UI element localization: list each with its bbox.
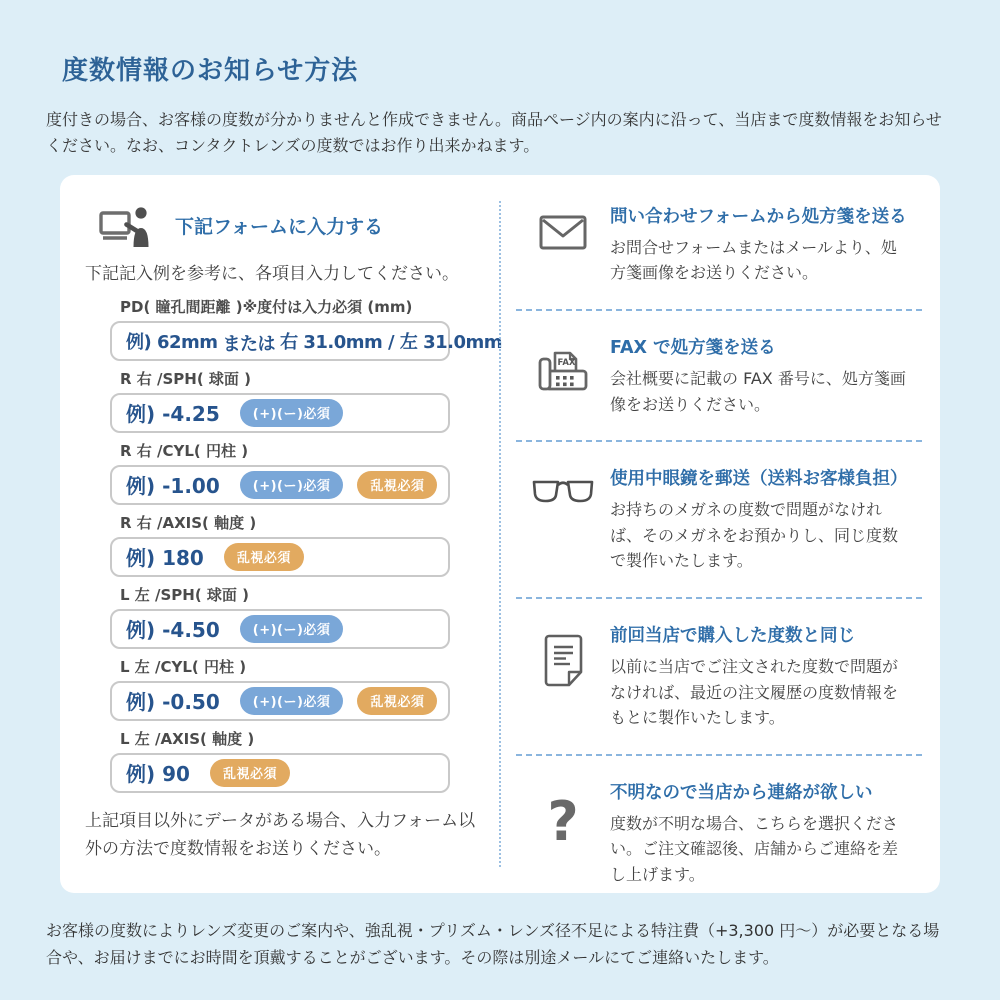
example-value-part: 例) -0.50 bbox=[126, 690, 220, 715]
field-example-value bbox=[126, 758, 196, 787]
field-label: R 右 /AXIS( 軸度 ) bbox=[120, 513, 257, 532]
field-label: L 左 /SPH( 球面 ) bbox=[120, 585, 249, 604]
example-value-part: または bbox=[222, 333, 276, 355]
envelope-icon bbox=[516, 203, 610, 286]
vertical-divider bbox=[499, 201, 501, 867]
example-value-part: 例) 180 bbox=[126, 546, 204, 571]
form-field bbox=[110, 730, 500, 793]
example-value-part: 例) -4.50 bbox=[126, 618, 220, 643]
footer-note: お客様の度数によりレンズ変更のご案内や、強乱視・プリズム・レンズ径不足による特注費（+3,300 円〜）が必要となる場合や、お届けまでにお時間を頂戴することがございます。その際は別途メールにてご連絡いたします。 bbox=[46, 920, 940, 967]
example-value-part: 例) 90 bbox=[126, 762, 190, 787]
field-label: L 左 /AXIS( 軸度 ) bbox=[120, 729, 255, 748]
field-input-box[interactable] bbox=[110, 393, 450, 433]
form-field bbox=[110, 297, 503, 361]
astigmatism-required-badge: 乱視必須 bbox=[357, 687, 437, 715]
method-item bbox=[516, 442, 922, 599]
method-title: 前回当店で購入した度数と同じ bbox=[610, 625, 855, 646]
form-section bbox=[60, 175, 503, 893]
field-example-value bbox=[126, 542, 210, 571]
form-field bbox=[110, 514, 500, 577]
intro-text: 度付きの場合、お客様の度数が分かりませんと作成できません。商品ページ内の案内に沿って、当店まで度数情報をお知らせください。なお、コンタクトレンズの度数ではお作り出来かねます。 bbox=[46, 110, 942, 155]
example-value-part: 例) -4.25 bbox=[126, 402, 220, 427]
astigmatism-required-badge: 乱視必須 bbox=[210, 759, 290, 787]
sign-required-badge: (+)(ー)必須 bbox=[240, 471, 344, 499]
method-item bbox=[516, 203, 922, 311]
field-example-value bbox=[126, 328, 507, 354]
field-badges bbox=[210, 543, 304, 571]
field-input-box[interactable] bbox=[110, 321, 503, 361]
form-field bbox=[110, 370, 500, 433]
field-input-box[interactable] bbox=[110, 753, 450, 793]
method-title: 使用中眼鏡を郵送（送料お客様負担） bbox=[610, 469, 908, 490]
content-card bbox=[60, 175, 940, 893]
field-badges bbox=[226, 687, 438, 715]
field-label: R 右 /SPH( 球面 ) bbox=[120, 369, 251, 388]
field-badges bbox=[226, 615, 344, 643]
example-value-part: 右 31.0mm / 左 31.0mm bbox=[280, 331, 503, 353]
field-input-box[interactable] bbox=[110, 609, 450, 649]
field-example-value bbox=[126, 470, 226, 499]
example-value-part: 例) 62mm bbox=[126, 331, 218, 353]
methods-list bbox=[500, 175, 940, 893]
form-fields bbox=[85, 297, 503, 793]
field-badges bbox=[196, 759, 290, 787]
fax-icon bbox=[516, 334, 610, 417]
form-note: 上記項目以外にデータがある場合、入力フォーム以外の方法で度数情報をお送りください。 bbox=[85, 810, 476, 859]
field-badges bbox=[226, 399, 344, 427]
field-input-box[interactable] bbox=[110, 681, 450, 721]
field-input-box[interactable] bbox=[110, 537, 450, 577]
form-field bbox=[110, 442, 500, 505]
field-example-value bbox=[126, 398, 226, 427]
method-item bbox=[516, 311, 922, 442]
form-field bbox=[110, 658, 500, 721]
method-description: 度数が不明な場合、こちらを選択ください。ご注文確認後、店舗からご連絡を差し上げます。 bbox=[610, 813, 899, 884]
form-section-title: 下記フォームに入力する bbox=[175, 216, 384, 239]
example-value-part: 例) -1.00 bbox=[126, 474, 220, 499]
method-title: 不明なので当店から連絡が欲しい bbox=[610, 782, 873, 803]
sign-required-badge: (+)(ー)必須 bbox=[240, 399, 344, 427]
method-description: お持ちのメガネの度数で問題がなければ、そのメガネをお預かりし、同じ度数で製作いたします。 bbox=[610, 500, 899, 571]
method-description: お問合せフォームまたはメールより、処方箋画像をお送りください。 bbox=[610, 237, 897, 283]
form-section-header bbox=[85, 205, 500, 247]
fax-icon-label: FAX bbox=[557, 358, 576, 368]
astigmatism-required-badge: 乱視必須 bbox=[357, 471, 437, 499]
document-icon bbox=[516, 622, 610, 731]
method-description: 会社概要に記載の FAX 番号に、処方箋画像をお送りください。 bbox=[610, 369, 906, 414]
method-title: FAX で処方箋を送る bbox=[610, 338, 776, 358]
field-label: L 左 /CYL( 円柱 ) bbox=[120, 657, 247, 676]
page-title: 度数情報のお知らせ方法 bbox=[62, 56, 359, 86]
glasses-icon bbox=[516, 465, 610, 574]
sign-required-badge: (+)(ー)必須 bbox=[240, 615, 344, 643]
question-glyph: ? bbox=[547, 789, 579, 853]
question-icon bbox=[516, 779, 610, 888]
form-instruction: 下記記入例を参考に、各項目入力してください。 bbox=[85, 263, 459, 284]
field-example-value bbox=[126, 614, 226, 643]
method-item bbox=[516, 599, 922, 756]
method-description: 以前に当店でご注文された度数で問題がなければ、最近の注文履歴の度数情報をもとに製作いたします。 bbox=[610, 656, 899, 728]
astigmatism-required-badge: 乱視必須 bbox=[224, 543, 304, 571]
field-label: R 右 /CYL( 円柱 ) bbox=[120, 441, 249, 460]
monitor-person-icon bbox=[99, 205, 151, 247]
field-label: PD( 瞳孔間距離 )※度付は入力必須 (mm) bbox=[120, 297, 413, 316]
form-field bbox=[110, 586, 500, 649]
sign-required-badge: (+)(ー)必須 bbox=[240, 687, 344, 715]
method-title: 問い合わせフォームから処方箋を送る bbox=[610, 206, 907, 227]
method-item bbox=[516, 756, 922, 893]
field-input-box[interactable] bbox=[110, 465, 450, 505]
field-example-value bbox=[126, 686, 226, 715]
field-badges bbox=[226, 471, 438, 499]
